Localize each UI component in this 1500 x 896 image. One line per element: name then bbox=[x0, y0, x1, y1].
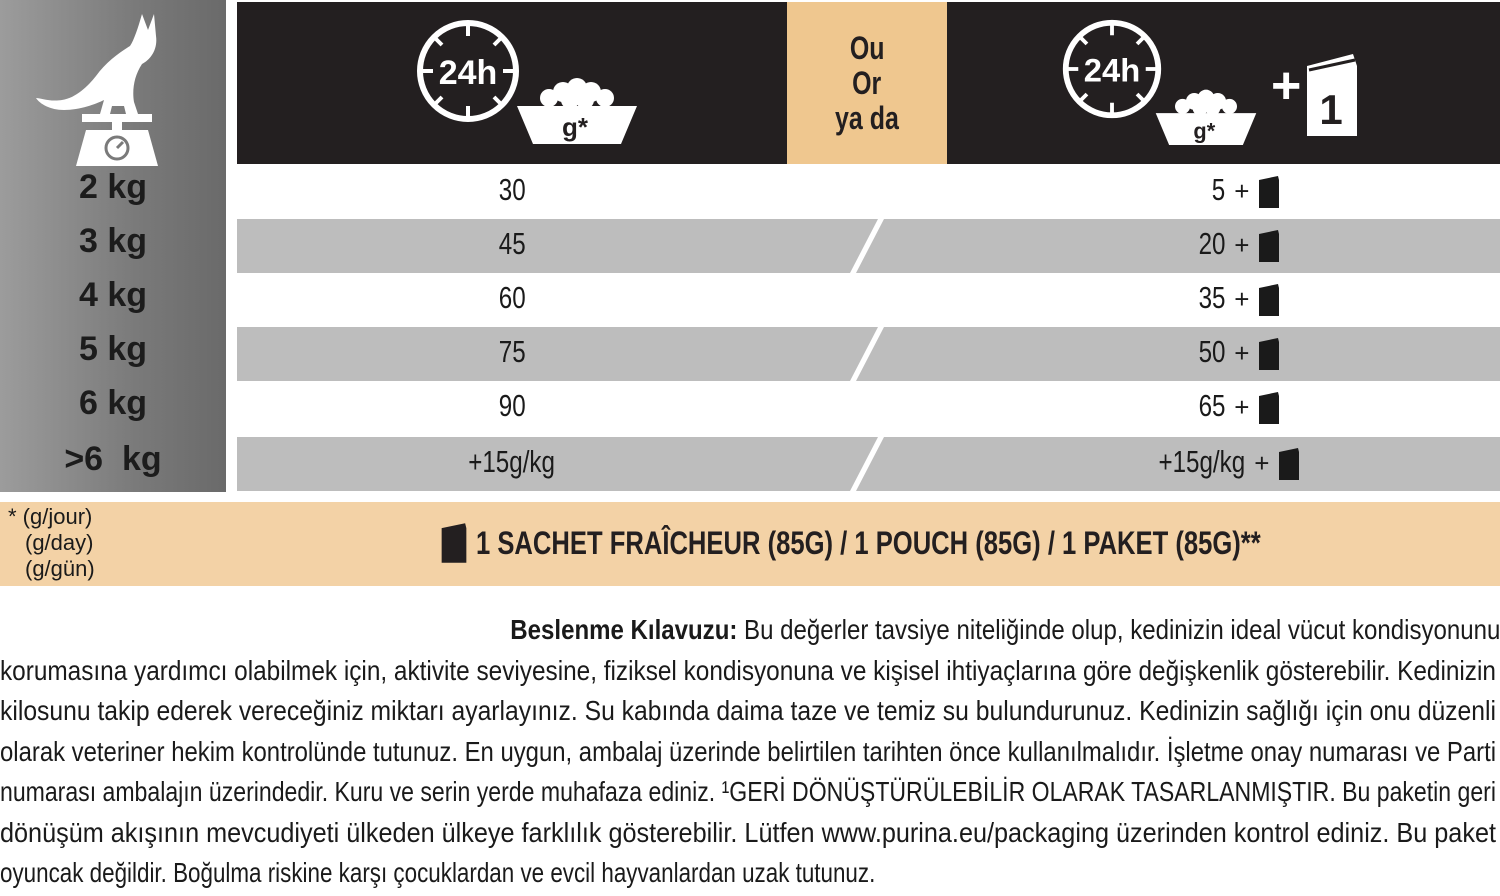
pouch-icon bbox=[1258, 283, 1280, 317]
weight-label: 4 kg bbox=[78, 276, 148, 314]
guide-line: oyuncak değildir. Boğulma riskine karşı çocuklardan ve evcil hayvanlardan uzak tutunuz. bbox=[0, 857, 876, 888]
guide-line: dönüşüm akışının mevcudiyeti ülkeden ülkeye farklılık gösterebilir. Lütfen www.purina.eu/packaging üzerinden kontrol ediniz. Bu paket bbox=[0, 816, 1496, 848]
weight-label: 3 kg bbox=[78, 222, 148, 260]
guide-line: olarak veteriner hekim kontrolünde tutunuz. En uygun, ambalaj üzerinde belirtilen tarihten önce kullanılmalıdır. İşletme onay numarası ve Parti bbox=[0, 735, 1497, 767]
guide-line: numarası ambalajın üzerindedir. Kuru ve serin yerde muhafaza ediniz. ¹GERİ DÖNÜŞTÜRÜLEBİLİR OLARAK TASARLANMIŞTIR. Bu paketin geri bbox=[0, 776, 1496, 807]
pouch-icon bbox=[1258, 175, 1280, 209]
pouch-icon bbox=[1278, 447, 1300, 481]
per-day-tr: (g/gün) bbox=[25, 556, 95, 581]
per-day-en: (g/day) bbox=[25, 530, 94, 555]
bowl-label: g* bbox=[1193, 118, 1216, 144]
dry-plus-pouch-value: +15g/kg + bbox=[1080, 444, 1300, 481]
weight-label: 2 kg bbox=[78, 168, 148, 206]
pouch-icon bbox=[440, 522, 468, 564]
dry-only-value: 30 bbox=[498, 172, 526, 207]
or-label-en: Or bbox=[852, 64, 882, 101]
weight-label: >6 kg bbox=[64, 440, 162, 478]
dry-only-value: 75 bbox=[498, 334, 526, 369]
plus-sign: + bbox=[1271, 57, 1302, 115]
dry-only-value: 90 bbox=[498, 388, 526, 423]
or-label-tr: ya da bbox=[835, 99, 899, 136]
weight-label: 6 kg bbox=[78, 384, 148, 422]
clock-label: 24h bbox=[1083, 51, 1141, 89]
guide-line: kilosunu takip ederek vereceğiniz miktarı ayarlayınız. Su kabında daima taze ve temiz su bulundurunuz. Kedinizin sağlığı için onu düzenli bbox=[0, 695, 1496, 726]
bowl-label: g* bbox=[562, 112, 588, 142]
dry-only-value: +15g/kg bbox=[468, 444, 556, 479]
weight-label: 5 kg bbox=[78, 330, 148, 368]
per-day-legend bbox=[8, 504, 95, 582]
dry-only-value: 45 bbox=[498, 226, 526, 261]
pouch-count: 1 bbox=[1319, 86, 1343, 133]
guide-line: korumasına yardımcı olabilmek için, aktivite seviyesine, fiziksel kondisyonuna ve kişisel ihtiyaçlarına göre değişkenlik gösterebilir. Kedinizin bbox=[0, 654, 1496, 686]
pouch-icon bbox=[1258, 391, 1280, 425]
guide-line: Beslenme Kılavuzu: Bu değerler tavsiye niteliğinde olup, kedinizin ideal vücut kondisyonunu bbox=[509, 614, 1500, 645]
dry-plus-pouch-value: 50 + bbox=[1080, 334, 1280, 371]
pouch-info: 1 SACHET FRAÎCHEUR (85G) / 1 POUCH (85G) / 1 PAKET (85G)** bbox=[440, 522, 1457, 566]
pouch-icon bbox=[1258, 337, 1280, 371]
dry-only-value: 60 bbox=[498, 280, 526, 315]
dry-plus-pouch-value: 35 + bbox=[1080, 280, 1280, 317]
pouch-icon bbox=[1258, 229, 1280, 263]
guide-title: Beslenme Kılavuzu: bbox=[509, 614, 738, 645]
dry-plus-pouch-value: 65 + bbox=[1080, 388, 1280, 425]
dry-plus-pouch-value: 20 + bbox=[1080, 226, 1280, 263]
or-label-fr: Ou bbox=[849, 29, 885, 66]
per-day-fr: * (g/jour) bbox=[8, 504, 93, 529]
dry-plus-pouch-value: 5 + bbox=[1080, 172, 1280, 209]
clock-label: 24h bbox=[438, 54, 498, 92]
feeding-guide bbox=[0, 610, 1500, 894]
